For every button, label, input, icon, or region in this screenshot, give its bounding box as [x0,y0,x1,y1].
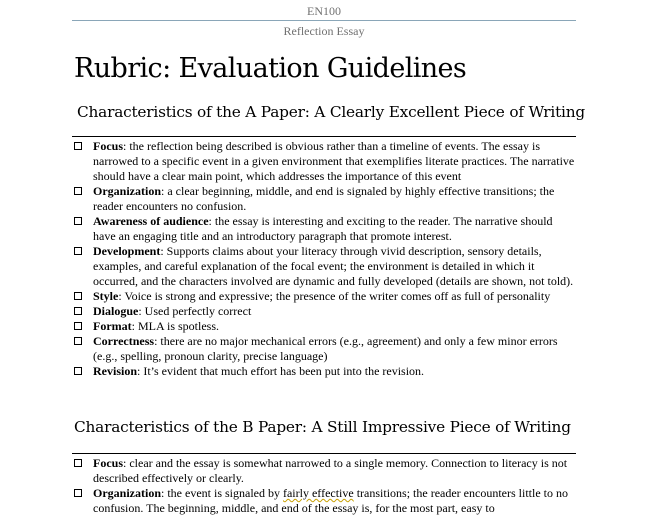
checkbox-bullet-icon [74,337,82,345]
item-text: : clear and the essay is somewhat narrowed to a single memory. Connection to literacy is not described effectively or clearly. [93,456,568,485]
list-item [72,289,576,304]
item-term: Revision [93,364,138,378]
section-b-divider [72,453,576,454]
item-text: : the reflection being described is obvious rather than a timeline of events. The essay is narrowed to a specific event in a given environment that exemplifies literate practices. The narrative should have a clear main point, which addresses the importance of this event [93,139,575,183]
section-b-heading: Characteristics of the B Paper: A Still Impressive Piece of Writing [74,418,571,436]
item-term: Organization [93,486,161,500]
header-divider [72,20,576,21]
item-text: : Supports claims about your literacy through vivid description, sensory details, examples, and careful explanation of the focal event; the environment is detailed in which it occurred, and the characters involved are dynamic and fully developed (details are shown, not told). [93,244,574,288]
item-term: Correctness [93,334,155,348]
item-term: Organization [93,184,161,198]
section-a-divider [72,136,576,137]
item-text: : Voice is strong and expressive; the presence of the writer comes off as full of personality [118,289,551,303]
section-b-list [72,456,576,516]
item-text: : It’s evident that much effort has been put into the revision. [137,364,425,378]
item-term: Dialogue [93,304,139,318]
list-item [72,319,576,334]
section-a-heading: Characteristics of the A Paper: A Clearly Excellent Piece of Writing [77,103,585,121]
list-item [72,334,576,364]
item-text: : the essay is interesting and exciting to the reader. The narrative should have an engaging title and an introductory paragraph that promote interest. [93,214,553,243]
item-text: : the event is signaled by [161,486,283,500]
item-text: : MLA is spotless. [131,319,220,333]
checkbox-bullet-icon [74,489,82,497]
item-term: Style [93,289,119,303]
item-text: : there are no major mechanical errors (e.g., agreement) and only a few minor errors (e.g., spelling, pronoun clarity, precise language) [93,334,558,363]
checkbox-bullet-icon [74,217,82,225]
item-term: Format [93,319,132,333]
header-course: EN100 [307,4,341,18]
checkbox-bullet-icon [74,247,82,255]
checkbox-bullet-icon [74,459,82,467]
list-item [72,486,576,516]
checkbox-bullet-icon [74,142,82,150]
checkbox-bullet-icon [74,307,82,315]
item-term: Development [93,244,161,258]
header-subtitle: Reflection Essay [283,24,365,38]
item-term: Focus [93,139,123,153]
list-item [72,244,576,289]
spellcheck-marked-text: fairly effective [282,486,354,500]
list-item [72,184,576,214]
item-text: transitions; the reader encounters little to no confusion. The beginning, middle, and end of the essay is, for the most part, easy to [93,486,568,515]
list-item [72,214,576,244]
list-item [72,304,576,319]
list-item [72,139,576,184]
item-term: Focus [93,456,123,470]
list-item [72,456,576,486]
checkbox-bullet-icon [74,322,82,330]
checkbox-bullet-icon [74,187,82,195]
section-a-list [72,139,576,379]
page-title: Rubric: Evaluation Guidelines [74,53,467,84]
item-text: : Used perfectly correct [138,304,252,318]
list-item [72,364,576,379]
checkbox-bullet-icon [74,367,82,375]
item-text: : a clear beginning, middle, and end is signaled by highly effective transitions; the reader encounters no confusion. [93,184,555,213]
checkbox-bullet-icon [74,292,82,300]
item-term: Awareness of audience [93,214,209,228]
